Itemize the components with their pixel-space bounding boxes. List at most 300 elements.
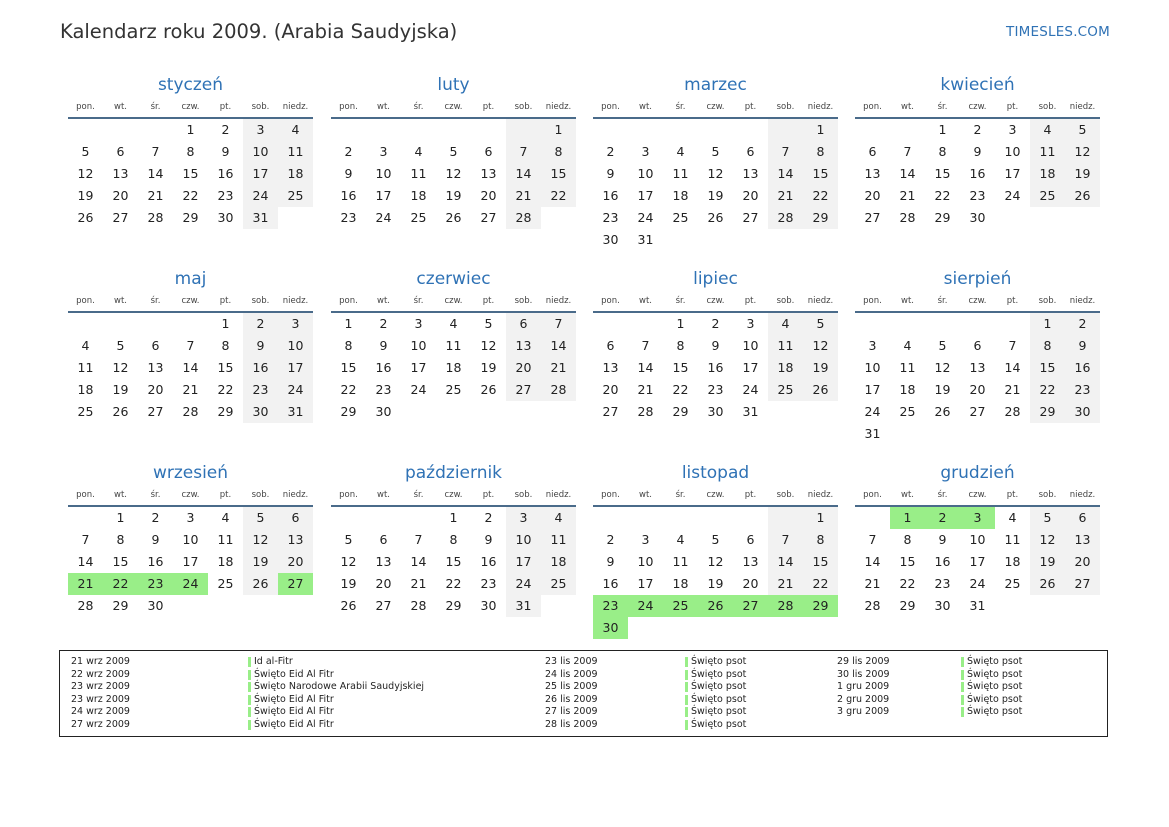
day-cell: 27 — [602, 404, 619, 419]
month-4 — [855, 73, 1100, 229]
day-cell: 8 — [186, 144, 195, 159]
day-cell: 21 — [410, 576, 427, 591]
day-cell: 26 — [698, 595, 733, 617]
weekday-label: wt. — [901, 296, 914, 306]
day-cell: 1 — [676, 316, 685, 331]
holiday-date: 3 gru 2009 — [837, 706, 890, 717]
day-cell: 24 — [637, 210, 654, 225]
day-cell: 17 — [506, 551, 541, 573]
day-cell: 30 — [480, 598, 497, 613]
day-cell: 27 — [1065, 573, 1100, 595]
day-cell: 4 — [81, 338, 90, 353]
day-cell: 22 — [672, 382, 689, 397]
day-cell: 23 — [375, 382, 392, 397]
day-cell: 26 — [803, 379, 838, 401]
weekday-label: pt. — [744, 102, 757, 112]
week-row — [855, 357, 1100, 379]
weekday-header — [68, 291, 313, 313]
day-empty — [1065, 423, 1100, 445]
weekday-label: wt. — [377, 296, 390, 306]
holiday-name: Święto psot — [685, 669, 746, 682]
weekday-label: wt. — [114, 102, 127, 112]
day-cell: 15 — [112, 554, 129, 569]
day-cell: 13 — [278, 529, 313, 551]
day-cell: 18 — [541, 551, 576, 573]
day-empty — [401, 401, 436, 423]
weekday-label: pon. — [339, 102, 358, 112]
day-cell: 8 — [803, 141, 838, 163]
weekday-label: sob. — [251, 296, 270, 306]
day-cell: 7 — [903, 144, 912, 159]
week-row — [593, 229, 838, 251]
day-empty — [541, 595, 576, 617]
month-10 — [331, 461, 576, 617]
day-cell: 4 — [278, 119, 313, 141]
week-row — [68, 573, 313, 595]
day-empty — [208, 595, 243, 617]
day-cell: 12 — [707, 554, 724, 569]
day-cell: 2 — [151, 510, 160, 525]
day-cell: 8 — [676, 338, 685, 353]
week-row — [855, 313, 1100, 335]
day-cell: 10 — [969, 532, 986, 547]
day-cell: 24 — [173, 573, 208, 595]
day-cell: 22 — [103, 573, 138, 595]
day-cell: 3 — [243, 119, 278, 141]
day-cell: 9 — [243, 335, 278, 357]
day-cell: 14 — [1004, 360, 1021, 375]
day-cell: 13 — [742, 166, 759, 181]
day-cell: 20 — [969, 382, 986, 397]
day-cell: 9 — [484, 532, 493, 547]
holiday-name: Święto Eid Al Fitr — [248, 694, 424, 707]
week-row — [855, 141, 1100, 163]
day-cell: 10 — [410, 338, 427, 353]
day-cell: 19 — [340, 576, 357, 591]
holiday-name: Święto psot — [685, 681, 746, 694]
day-empty — [698, 119, 733, 141]
week-row — [68, 141, 313, 163]
weekday-label: pon. — [339, 490, 358, 500]
day-cell: 15 — [340, 360, 357, 375]
weekday-label: czw. — [181, 102, 200, 112]
day-empty — [768, 229, 803, 251]
day-cell: 24 — [506, 573, 541, 595]
holiday-date: 1 gru 2009 — [837, 681, 890, 692]
weekday-label: pt. — [482, 490, 495, 500]
week-row — [331, 141, 576, 163]
day-cell: 29 — [340, 404, 357, 419]
day-empty — [803, 229, 838, 251]
day-empty — [68, 507, 103, 529]
weekday-header — [593, 97, 838, 119]
day-cell: 4 — [903, 338, 912, 353]
day-cell: 21 — [899, 188, 916, 203]
day-cell: 30 — [375, 404, 392, 419]
weekday-label: sob. — [514, 490, 533, 500]
month-name: maj — [174, 269, 207, 289]
day-cell: 26 — [243, 573, 278, 595]
day-empty — [663, 617, 698, 639]
weekday-label: czw. — [706, 102, 725, 112]
day-cell: 28 — [410, 598, 427, 613]
weekday-label: niedz. — [807, 296, 834, 306]
site-link[interactable]: TIMESLES.COM — [1006, 24, 1110, 40]
holiday-date: 24 wrz 2009 — [71, 706, 130, 717]
holiday-dates-column — [837, 656, 890, 719]
holiday-date: 24 lis 2009 — [545, 668, 598, 680]
day-cell: 9 — [606, 166, 615, 181]
holiday-date: 28 lis 2009 — [545, 718, 598, 730]
day-cell: 11 — [541, 529, 576, 551]
month-name: styczeń — [157, 75, 224, 95]
day-cell: 22 — [445, 576, 462, 591]
day-cell: 12 — [803, 335, 838, 357]
day-cell: 26 — [934, 404, 951, 419]
day-cell: 1 — [938, 122, 947, 137]
day-cell: 22 — [182, 188, 199, 203]
holiday-name: Święto psot — [961, 706, 1022, 719]
day-cell: 27 — [278, 573, 313, 595]
day-empty — [331, 119, 366, 141]
day-empty — [698, 617, 733, 639]
weekday-label: pon. — [863, 490, 882, 500]
weekday-label: pon. — [76, 102, 95, 112]
weekday-label: niedz. — [1069, 296, 1096, 306]
day-cell: 17 — [243, 163, 278, 185]
weekday-label: czw. — [444, 296, 463, 306]
week-row — [855, 379, 1100, 401]
week-row — [68, 551, 313, 573]
day-cell: 24 — [864, 404, 881, 419]
day-empty — [698, 229, 733, 251]
week-row — [593, 401, 838, 423]
day-cell: 20 — [1065, 551, 1100, 573]
day-cell: 6 — [746, 144, 755, 159]
day-cell: 16 — [602, 576, 619, 591]
weekday-label: pon. — [76, 296, 95, 306]
day-cell: 5 — [344, 532, 353, 547]
day-empty — [436, 119, 471, 141]
weekday-label: sob. — [251, 102, 270, 112]
weekday-label: czw. — [444, 490, 463, 500]
day-cell: 8 — [1030, 335, 1065, 357]
day-cell: 25 — [445, 382, 462, 397]
day-cell: 30 — [1065, 401, 1100, 423]
day-empty — [768, 617, 803, 639]
week-row — [855, 335, 1100, 357]
month-5 — [68, 267, 313, 423]
day-cell: 5 — [484, 316, 493, 331]
day-cell: 17 — [637, 188, 654, 203]
day-empty — [278, 595, 313, 617]
month-name: sierpień — [943, 269, 1012, 289]
holiday-date: 27 wrz 2009 — [71, 718, 130, 730]
day-empty — [68, 119, 103, 141]
holiday-date: 23 wrz 2009 — [71, 681, 130, 692]
week-row — [593, 507, 838, 529]
day-cell: 21 — [1004, 382, 1021, 397]
day-cell: 11 — [768, 335, 803, 357]
day-cell: 14 — [182, 360, 199, 375]
week-row — [855, 529, 1100, 551]
day-cell: 5 — [1030, 507, 1065, 529]
day-cell: 24 — [375, 210, 392, 225]
day-cell: 12 — [112, 360, 129, 375]
week-row — [855, 595, 1100, 617]
day-cell: 20 — [742, 188, 759, 203]
day-cell: 13 — [742, 554, 759, 569]
day-cell: 11 — [445, 338, 462, 353]
weekday-label: sob. — [1038, 490, 1057, 500]
day-cell: 25 — [278, 185, 313, 207]
day-cell: 26 — [1030, 573, 1065, 595]
day-cell: 14 — [541, 335, 576, 357]
day-cell: 11 — [672, 166, 689, 181]
day-cell: 16 — [934, 554, 951, 569]
day-cell: 26 — [445, 210, 462, 225]
day-cell: 30 — [934, 598, 951, 613]
day-cell: 3 — [746, 316, 755, 331]
day-cell: 28 — [1004, 404, 1021, 419]
week-row — [331, 207, 576, 229]
day-cell: 19 — [480, 360, 497, 375]
day-empty — [541, 401, 576, 423]
day-empty — [506, 401, 541, 423]
day-cell: 16 — [480, 554, 497, 569]
day-cell: 10 — [637, 554, 654, 569]
day-cell: 21 — [637, 382, 654, 397]
week-row — [593, 379, 838, 401]
day-cell: 7 — [151, 144, 160, 159]
day-cell: 28 — [147, 210, 164, 225]
day-cell: 19 — [803, 357, 838, 379]
day-cell: 2 — [606, 532, 615, 547]
day-cell: 28 — [768, 207, 803, 229]
month-name: czerwiec — [416, 269, 491, 289]
weekday-label: czw. — [444, 102, 463, 112]
weekday-label: czw. — [181, 490, 200, 500]
day-cell: 18 — [768, 357, 803, 379]
day-cell: 1 — [803, 119, 838, 141]
day-cell: 12 — [934, 360, 951, 375]
day-empty — [663, 507, 698, 529]
day-cell: 10 — [278, 335, 313, 357]
day-cell: 18 — [1030, 163, 1065, 185]
day-cell: 28 — [899, 210, 916, 225]
weekday-label: czw. — [706, 296, 725, 306]
day-cell: 16 — [217, 166, 234, 181]
day-cell: 25 — [217, 576, 234, 591]
day-cell: 17 — [410, 360, 427, 375]
month-name: lipiec — [693, 269, 738, 289]
page-title: Kalendarz roku 2009. (Arabia Saudyjska) — [60, 20, 458, 43]
weekday-label: sob. — [1038, 102, 1057, 112]
week-row — [855, 507, 1100, 529]
holiday-names-column — [685, 656, 746, 731]
week-row — [855, 423, 1100, 445]
day-cell: 2 — [711, 316, 720, 331]
day-cell: 18 — [278, 163, 313, 185]
day-cell: 19 — [707, 188, 724, 203]
day-cell: 9 — [711, 338, 720, 353]
day-cell: 7 — [641, 338, 650, 353]
day-cell: 3 — [506, 507, 541, 529]
weekday-label: śr. — [937, 490, 948, 500]
day-cell: 15 — [182, 166, 199, 181]
day-empty — [593, 313, 628, 335]
day-cell: 10 — [864, 360, 881, 375]
day-cell: 9 — [221, 144, 230, 159]
day-cell: 23 — [593, 595, 628, 617]
day-cell: 9 — [606, 554, 615, 569]
weekday-header — [855, 485, 1100, 507]
day-cell: 26 — [707, 210, 724, 225]
day-cell: 6 — [484, 144, 493, 159]
weekday-label: pon. — [76, 490, 95, 500]
month-name: październik — [404, 463, 503, 483]
holiday-name: Święto Eid Al Fitr — [248, 706, 424, 719]
day-cell: 8 — [116, 532, 125, 547]
day-cell: 16 — [602, 188, 619, 203]
month-3 — [593, 73, 838, 251]
holiday-name: Święto Eid Al Fitr — [248, 669, 424, 682]
weekday-label: niedz. — [545, 490, 572, 500]
day-empty — [960, 313, 995, 335]
week-row — [855, 163, 1100, 185]
day-cell: 25 — [899, 404, 916, 419]
week-row — [331, 379, 576, 401]
day-cell: 6 — [1065, 507, 1100, 529]
weekday-label: pon. — [601, 490, 620, 500]
day-empty — [995, 423, 1030, 445]
weekday-label: niedz. — [807, 490, 834, 500]
day-cell: 19 — [934, 382, 951, 397]
day-cell: 23 — [138, 573, 173, 595]
month-9 — [68, 461, 313, 617]
day-cell: 21 — [147, 188, 164, 203]
day-cell: 6 — [116, 144, 125, 159]
day-cell: 19 — [77, 188, 94, 203]
weekday-label: wt. — [639, 490, 652, 500]
day-cell: 24 — [243, 185, 278, 207]
weekday-label: wt. — [639, 296, 652, 306]
holiday-date: 23 wrz 2009 — [71, 693, 130, 705]
day-empty — [995, 595, 1030, 617]
week-row — [331, 507, 576, 529]
day-cell: 2 — [973, 122, 982, 137]
day-cell: 13 — [480, 166, 497, 181]
day-cell: 30 — [243, 401, 278, 423]
day-cell: 14 — [768, 163, 803, 185]
holiday-date: 27 lis 2009 — [545, 706, 598, 717]
day-cell: 27 — [480, 210, 497, 225]
day-cell: 27 — [506, 379, 541, 401]
week-row — [855, 119, 1100, 141]
day-cell: 25 — [77, 404, 94, 419]
holiday-date: 22 wrz 2009 — [71, 668, 130, 680]
day-cell: 15 — [541, 163, 576, 185]
weekday-label: wt. — [114, 296, 127, 306]
day-cell: 12 — [77, 166, 94, 181]
day-empty — [768, 119, 803, 141]
day-cell: 5 — [243, 507, 278, 529]
day-empty — [1065, 207, 1100, 229]
month-2 — [331, 73, 576, 229]
day-cell: 27 — [733, 595, 768, 617]
day-cell: 17 — [375, 188, 392, 203]
day-cell: 29 — [182, 210, 199, 225]
weekday-header — [855, 291, 1100, 313]
weekday-label: niedz. — [545, 102, 572, 112]
day-cell: 28 — [768, 595, 803, 617]
day-cell: 20 — [375, 576, 392, 591]
day-cell: 9 — [379, 338, 388, 353]
day-cell: 19 — [1030, 551, 1065, 573]
day-cell: 12 — [340, 554, 357, 569]
weekday-label: sob. — [251, 490, 270, 500]
day-cell: 4 — [414, 144, 423, 159]
day-cell: 3 — [186, 510, 195, 525]
day-cell: 28 — [506, 207, 541, 229]
day-cell: 6 — [278, 507, 313, 529]
weekday-label: niedz. — [282, 490, 309, 500]
weekday-label: pt. — [219, 490, 232, 500]
month-name: luty — [437, 75, 470, 95]
weekday-label: pt. — [1006, 102, 1019, 112]
day-cell: 20 — [864, 188, 881, 203]
week-row — [331, 595, 576, 617]
day-cell: 26 — [1065, 185, 1100, 207]
day-cell: 3 — [414, 316, 423, 331]
day-cell: 22 — [217, 382, 234, 397]
day-cell: 17 — [278, 357, 313, 379]
day-cell: 21 — [768, 185, 803, 207]
week-row — [593, 185, 838, 207]
day-cell: 23 — [243, 379, 278, 401]
day-cell: 11 — [278, 141, 313, 163]
day-cell: 23 — [969, 188, 986, 203]
month-7 — [593, 267, 838, 423]
day-cell: 6 — [746, 532, 755, 547]
weekday-label: śr. — [150, 296, 161, 306]
weekday-label: sob. — [776, 490, 795, 500]
day-cell: 12 — [243, 529, 278, 551]
holiday-names-column — [961, 656, 1022, 719]
week-row — [68, 185, 313, 207]
day-cell: 23 — [1065, 379, 1100, 401]
day-empty — [855, 313, 890, 335]
holiday-name: Święto psot — [685, 706, 746, 719]
holiday-name: Święto psot — [961, 694, 1022, 707]
week-row — [68, 119, 313, 141]
day-cell: 14 — [147, 166, 164, 181]
day-cell: 31 — [969, 598, 986, 613]
day-cell: 23 — [602, 210, 619, 225]
day-cell: 6 — [606, 338, 615, 353]
day-cell: 11 — [410, 166, 427, 181]
holiday-name: Święto psot — [685, 694, 746, 707]
day-cell: 2 — [379, 316, 388, 331]
day-empty — [995, 313, 1030, 335]
day-cell: 6 — [506, 313, 541, 335]
day-cell: 17 — [1004, 166, 1021, 181]
holiday-date: 30 lis 2009 — [837, 668, 890, 680]
day-cell: 2 — [1065, 313, 1100, 335]
weekday-label: czw. — [706, 490, 725, 500]
day-cell: 20 — [147, 382, 164, 397]
day-cell: 22 — [1030, 379, 1065, 401]
